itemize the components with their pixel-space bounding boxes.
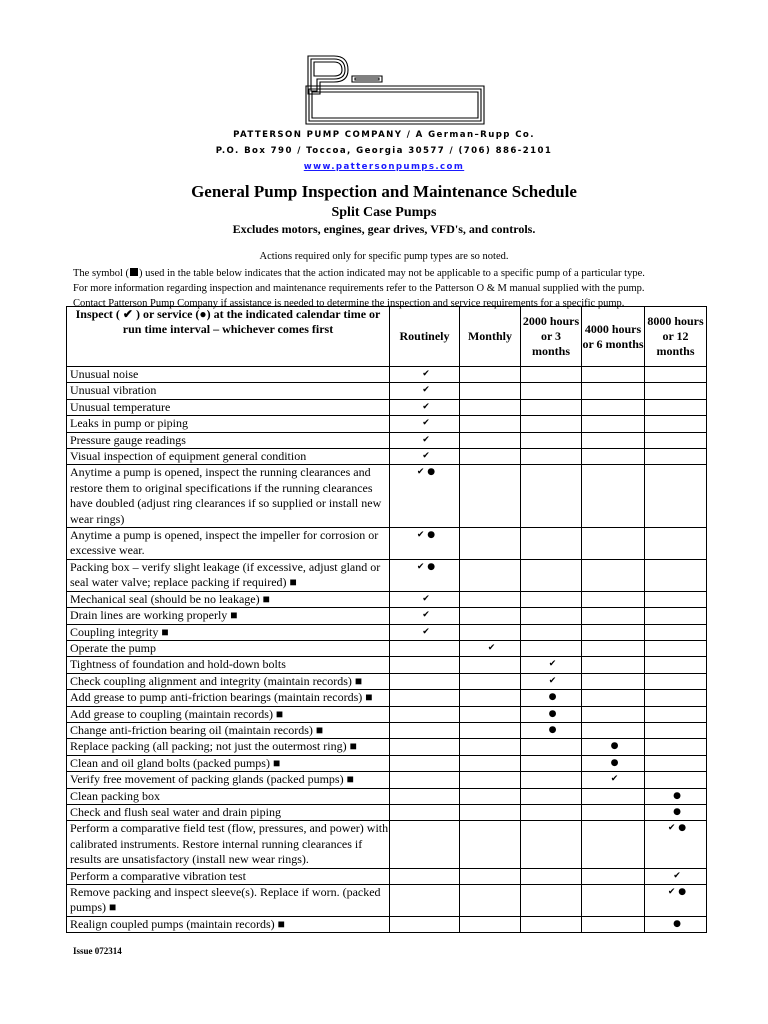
mark-cell xyxy=(582,885,645,917)
mark-cell xyxy=(390,706,460,722)
mark-cell xyxy=(582,804,645,820)
mark-cell: ● xyxy=(582,739,645,755)
task-cell: Visual inspection of equipment general condition xyxy=(67,449,390,465)
mark-cell xyxy=(390,657,460,673)
mark-cell: ✔ xyxy=(521,673,582,689)
mark-cell xyxy=(460,772,521,788)
header-8000h: 8000 hours or 12 months xyxy=(645,307,707,367)
mark-cell xyxy=(521,868,582,884)
mark-cell xyxy=(645,416,707,432)
mark-cell xyxy=(521,640,582,656)
table-row xyxy=(67,788,707,804)
mark-cell: ✔ ● xyxy=(645,885,707,917)
mark-cell xyxy=(521,416,582,432)
mark-cell xyxy=(521,608,582,624)
mark-cell xyxy=(645,722,707,738)
mark-cell xyxy=(521,772,582,788)
mark-cell xyxy=(645,432,707,448)
task-cell: Change anti-friction bearing oil (maintain records) ■ xyxy=(67,722,390,738)
mark-cell xyxy=(460,788,521,804)
mark-cell xyxy=(521,383,582,399)
mark-cell: ✔ ● xyxy=(390,559,460,591)
patterson-logo xyxy=(304,52,486,126)
table-row xyxy=(67,640,707,656)
address-line: P.O. Box 790 / Toccoa, Georgia 30577 / (706) 886-2101 xyxy=(215,146,553,156)
task-cell: Realign coupled pumps (maintain records) ■ xyxy=(67,916,390,932)
task-cell: Replace packing (all packing; not just the outermost ring) ■ xyxy=(67,739,390,755)
mark-cell xyxy=(460,591,521,607)
mark-cell: ✔ xyxy=(390,432,460,448)
mark-cell xyxy=(521,528,582,560)
mark-cell: ✔ xyxy=(521,657,582,673)
task-cell: Add grease to coupling (maintain records) ■ xyxy=(67,706,390,722)
mark-cell xyxy=(645,640,707,656)
mark-cell xyxy=(460,755,521,771)
mark-cell xyxy=(460,706,521,722)
mark-cell: ✔ xyxy=(390,608,460,624)
mark-cell: ✔ ● xyxy=(645,821,707,868)
mark-cell xyxy=(582,868,645,884)
issue-number: Issue 072314 xyxy=(73,946,122,956)
table-row xyxy=(67,868,707,884)
note-centered: Actions required only for specific pump types are so noted. xyxy=(259,251,509,262)
mark-cell xyxy=(460,804,521,820)
mark-cell xyxy=(460,657,521,673)
mark-cell xyxy=(390,690,460,706)
mark-cell xyxy=(521,916,582,932)
mark-cell xyxy=(390,673,460,689)
mark-cell: ✔ xyxy=(390,624,460,640)
table-row xyxy=(67,706,707,722)
mark-cell: ● xyxy=(521,706,582,722)
mark-cell xyxy=(582,449,645,465)
mark-cell xyxy=(645,772,707,788)
mark-cell xyxy=(460,399,521,415)
mark-cell xyxy=(582,788,645,804)
mark-cell: ✔ xyxy=(645,868,707,884)
table-row xyxy=(67,739,707,755)
mark-cell xyxy=(390,821,460,868)
table-row xyxy=(67,916,707,932)
task-cell: Check and flush seal water and drain piping xyxy=(67,804,390,820)
table-row xyxy=(67,465,707,528)
website-link[interactable]: www.pattersonpumps.com xyxy=(303,162,465,172)
task-cell: Tightness of foundation and hold-down bolts xyxy=(67,657,390,673)
table-row xyxy=(67,591,707,607)
task-cell: Unusual temperature xyxy=(67,399,390,415)
mark-cell xyxy=(460,868,521,884)
table-row xyxy=(67,383,707,399)
mark-cell: ● xyxy=(645,788,707,804)
mark-cell: ✔ xyxy=(390,416,460,432)
mark-cell: ✔ xyxy=(390,591,460,607)
mark-cell xyxy=(645,399,707,415)
mark-cell xyxy=(645,755,707,771)
mark-cell xyxy=(521,755,582,771)
mark-cell: ✔ ● xyxy=(390,465,460,528)
mark-cell xyxy=(582,821,645,868)
mark-cell xyxy=(521,399,582,415)
mark-cell: ● xyxy=(521,690,582,706)
mark-cell xyxy=(582,465,645,528)
task-cell: Mechanical seal (should be no leakage) ■ xyxy=(67,591,390,607)
mark-cell xyxy=(645,739,707,755)
task-cell: Drain lines are working properly ■ xyxy=(67,608,390,624)
header-4000h: 4000 hours or 6 months xyxy=(582,307,645,367)
mark-cell xyxy=(460,559,521,591)
mark-cell xyxy=(521,465,582,528)
mark-cell xyxy=(460,383,521,399)
table-row xyxy=(67,673,707,689)
mark-cell xyxy=(390,916,460,932)
mark-cell xyxy=(460,416,521,432)
mark-cell xyxy=(645,591,707,607)
table-row xyxy=(67,624,707,640)
mark-cell xyxy=(645,528,707,560)
mark-cell xyxy=(460,821,521,868)
mark-cell xyxy=(460,465,521,528)
task-cell: Clean and oil gland bolts (packed pumps) ■ xyxy=(67,755,390,771)
mark-cell xyxy=(582,432,645,448)
task-cell: Unusual noise xyxy=(67,367,390,383)
note-contact: Contact Patterson Pump Company if assistance is needed to determine the inspection and service requirements for a specific pump. xyxy=(73,298,625,309)
mark-cell xyxy=(582,528,645,560)
mark-cell xyxy=(582,916,645,932)
mark-cell xyxy=(460,722,521,738)
mark-cell xyxy=(460,528,521,560)
mark-cell xyxy=(582,640,645,656)
mark-cell xyxy=(582,706,645,722)
excludes-note: Excludes motors, engines, gear drives, VFD's, and controls. xyxy=(232,222,536,236)
table-row xyxy=(67,608,707,624)
table-row xyxy=(67,416,707,432)
table-row xyxy=(67,755,707,771)
task-cell: Anytime a pump is opened, inspect the running clearances and restore them to original specifications if the running clearances have doubled (adjust ring clearances if so supplied or install new wear rings) xyxy=(67,465,390,528)
mark-cell xyxy=(460,367,521,383)
mark-cell xyxy=(521,591,582,607)
note-manual: For more information regarding inspection and maintenance requirements refer to the Patterson O & M manual supplied with the pump. xyxy=(73,283,645,294)
mark-cell xyxy=(645,559,707,591)
mark-cell xyxy=(521,367,582,383)
mark-cell xyxy=(521,739,582,755)
task-cell: Anytime a pump is opened, inspect the impeller for corrosion or excessive wear. xyxy=(67,528,390,560)
mark-cell: ✔ xyxy=(582,772,645,788)
mark-cell xyxy=(521,559,582,591)
header-task: Inspect ( ✔ ) or service (●) at the indicated calendar time or run time interval – whichever comes first xyxy=(67,307,390,367)
mark-cell xyxy=(645,367,707,383)
mark-cell xyxy=(582,673,645,689)
task-cell: Packing box – verify slight leakage (if excessive, adjust gland or seal water valve; replace packing if required) ■ xyxy=(67,559,390,591)
table-row xyxy=(67,772,707,788)
company-line: PATTERSON PUMP COMPANY / A German–Rupp Co. xyxy=(233,130,535,140)
mark-cell xyxy=(521,821,582,868)
mark-cell: ✔ ● xyxy=(390,528,460,560)
mark-cell xyxy=(582,690,645,706)
header-2000h: 2000 hours or 3 months xyxy=(521,307,582,367)
task-cell: Pressure gauge readings xyxy=(67,432,390,448)
task-cell: Leaks in pump or piping xyxy=(67,416,390,432)
mark-cell: ✔ xyxy=(390,367,460,383)
mark-cell xyxy=(645,608,707,624)
mark-cell: ✔ xyxy=(390,383,460,399)
mark-cell xyxy=(460,916,521,932)
table-row xyxy=(67,804,707,820)
square-symbol-icon xyxy=(130,268,138,276)
table-row xyxy=(67,885,707,917)
mark-cell xyxy=(521,804,582,820)
mark-cell xyxy=(645,449,707,465)
header-routinely: Routinely xyxy=(390,307,460,367)
header-monthly: Monthly xyxy=(460,307,521,367)
notes-block xyxy=(73,266,645,311)
mark-cell xyxy=(390,755,460,771)
mark-cell xyxy=(645,383,707,399)
document-subtitle: Split Case Pumps xyxy=(331,205,437,220)
table-header-row xyxy=(67,307,707,367)
mark-cell: ✔ xyxy=(460,640,521,656)
table-row xyxy=(67,399,707,415)
mark-cell xyxy=(645,706,707,722)
mark-cell xyxy=(390,722,460,738)
mark-cell xyxy=(390,772,460,788)
mark-cell xyxy=(460,432,521,448)
mark-cell xyxy=(582,367,645,383)
task-cell: Verify free movement of packing glands (packed pumps) ■ xyxy=(67,772,390,788)
table-row xyxy=(67,690,707,706)
mark-cell xyxy=(582,722,645,738)
note-symbol-a: The symbol ( xyxy=(73,268,129,279)
mark-cell xyxy=(390,640,460,656)
mark-cell: ● xyxy=(645,916,707,932)
mark-cell xyxy=(390,868,460,884)
mark-cell: ✔ xyxy=(390,399,460,415)
task-cell: Add grease to pump anti-friction bearings (maintain records) ■ xyxy=(67,690,390,706)
mark-cell xyxy=(582,399,645,415)
table-row xyxy=(67,528,707,560)
task-cell: Perform a comparative vibration test xyxy=(67,868,390,884)
table-row xyxy=(67,821,707,868)
schedule-table xyxy=(66,306,707,933)
note-symbol-b: ) used in the table below indicates that the action indicated may not be applicable to a specific pump of a particular type. xyxy=(139,268,645,279)
task-cell: Clean packing box xyxy=(67,788,390,804)
table-row xyxy=(67,367,707,383)
mark-cell xyxy=(460,739,521,755)
mark-cell xyxy=(521,624,582,640)
mark-cell xyxy=(460,608,521,624)
mark-cell xyxy=(582,383,645,399)
mark-cell xyxy=(521,432,582,448)
table-row xyxy=(67,559,707,591)
mark-cell xyxy=(460,673,521,689)
mark-cell: ● xyxy=(645,804,707,820)
mark-cell: ● xyxy=(521,722,582,738)
task-cell: Check coupling alignment and integrity (maintain records) ■ xyxy=(67,673,390,689)
mark-cell xyxy=(390,739,460,755)
mark-cell xyxy=(645,465,707,528)
task-cell: Coupling integrity ■ xyxy=(67,624,390,640)
mark-cell xyxy=(582,657,645,673)
table-row xyxy=(67,432,707,448)
mark-cell xyxy=(645,673,707,689)
mark-cell xyxy=(521,449,582,465)
mark-cell xyxy=(582,624,645,640)
mark-cell xyxy=(460,690,521,706)
task-cell: Unusual vibration xyxy=(67,383,390,399)
mark-cell xyxy=(582,591,645,607)
task-cell: Operate the pump xyxy=(67,640,390,656)
mark-cell xyxy=(390,885,460,917)
document-title: General Pump Inspection and Maintenance Schedule xyxy=(191,182,577,201)
mark-cell xyxy=(645,690,707,706)
mark-cell xyxy=(460,624,521,640)
mark-cell xyxy=(582,416,645,432)
mark-cell xyxy=(645,657,707,673)
mark-cell xyxy=(582,608,645,624)
table-row xyxy=(67,722,707,738)
mark-cell xyxy=(460,449,521,465)
mark-cell xyxy=(460,885,521,917)
task-cell: Perform a comparative field test (flow, pressures, and power) with calibrated instruments. Restore internal running clearances if results are unsatisfactory (install new wear rings). xyxy=(67,821,390,868)
mark-cell xyxy=(645,624,707,640)
table-row xyxy=(67,657,707,673)
mark-cell xyxy=(521,885,582,917)
mark-cell: ✔ xyxy=(390,449,460,465)
task-cell: Remove packing and inspect sleeve(s). Replace if worn. (packed pumps) ■ xyxy=(67,885,390,917)
mark-cell xyxy=(390,804,460,820)
note-symbol xyxy=(73,266,645,281)
mark-cell xyxy=(521,788,582,804)
mark-cell xyxy=(390,788,460,804)
table-row xyxy=(67,449,707,465)
mark-cell xyxy=(582,559,645,591)
mark-cell: ● xyxy=(582,755,645,771)
